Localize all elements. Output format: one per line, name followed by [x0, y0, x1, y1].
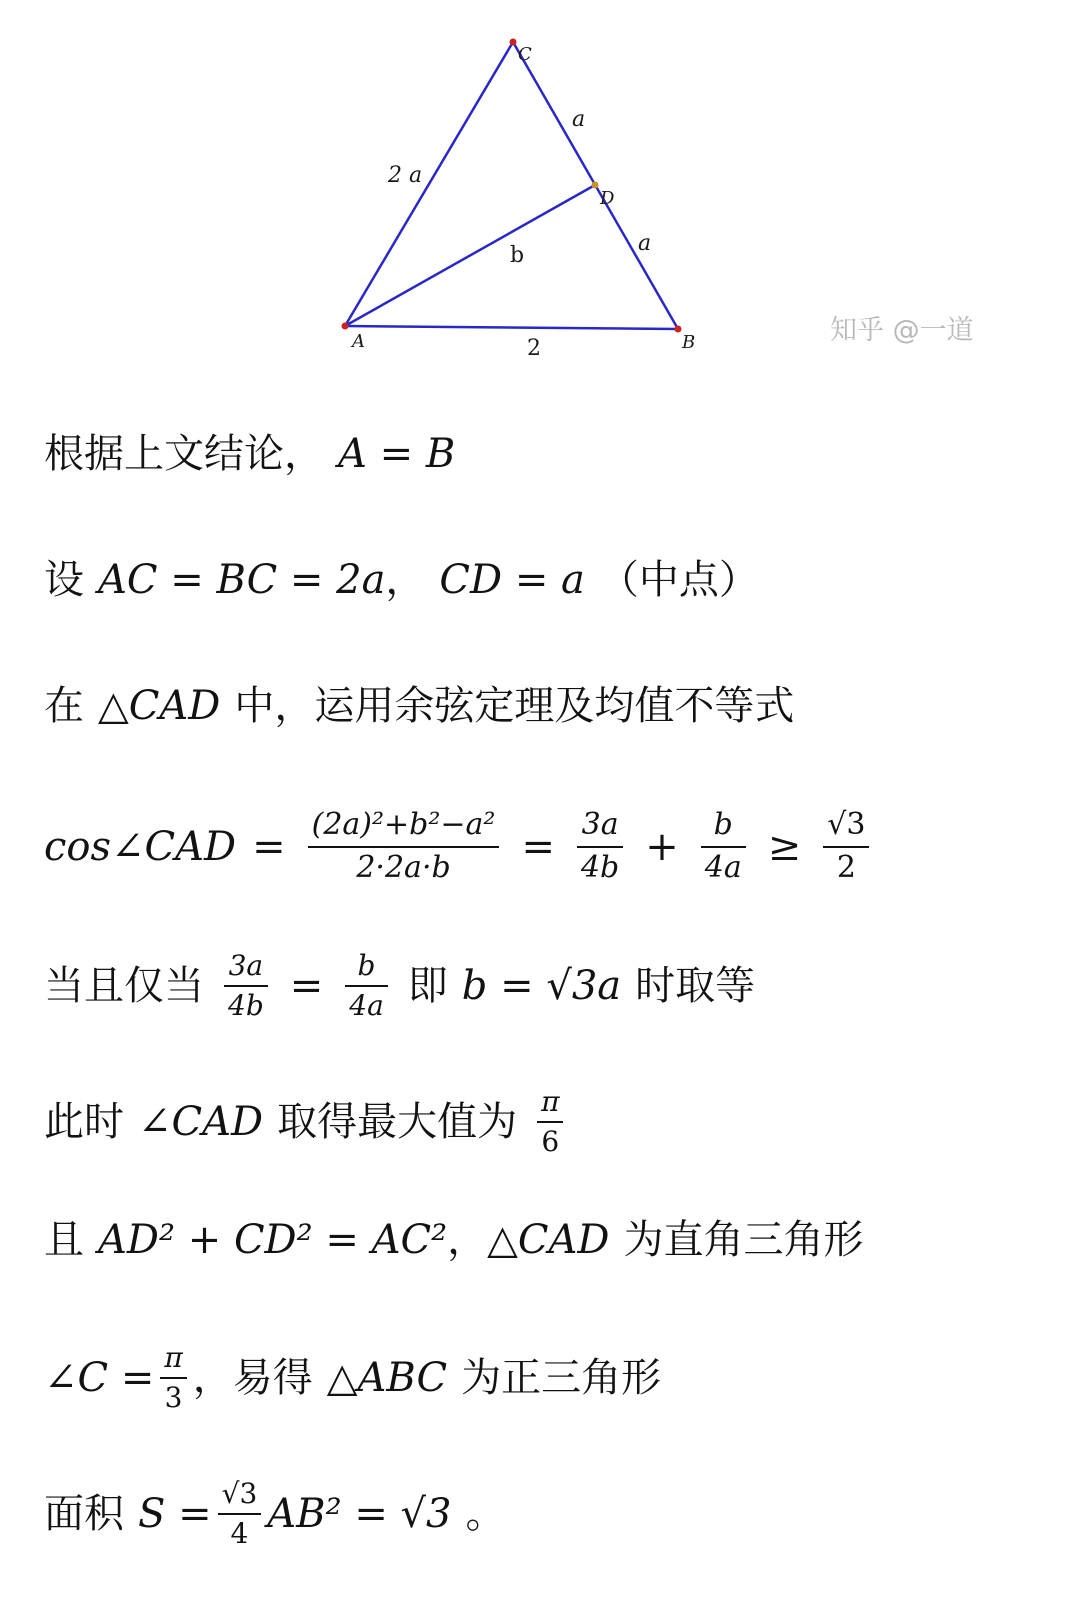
angle-c-equals: ∠C =: [44, 1355, 155, 1402]
numerator: b: [357, 949, 376, 982]
triangle-cad: △CAD: [487, 1217, 610, 1263]
denominator: 4b: [580, 849, 620, 885]
line-max-angle: [44, 1086, 569, 1158]
denominator: 4a: [704, 849, 742, 885]
text: 在: [44, 683, 84, 729]
fraction-sqrt3-2: [823, 808, 869, 885]
side-label-ab: 2: [527, 336, 541, 361]
fraction-pi-6: [537, 1086, 563, 1158]
text: 面积: [44, 1491, 124, 1538]
denominator: 2·2a·b: [356, 849, 451, 885]
denominator: 2: [836, 849, 856, 885]
equation-ac-bc: AC = BC = 2a: [98, 557, 386, 603]
numerator: b: [713, 807, 733, 842]
segment-ad: [345, 185, 595, 326]
side-label-db: a: [638, 231, 652, 256]
point-c: [510, 39, 517, 46]
side-ab: [345, 326, 678, 329]
side-ac: [345, 42, 513, 326]
denominator: 6: [541, 1125, 560, 1159]
line-equilateral: [44, 1342, 661, 1414]
denominator: 4a: [349, 989, 384, 1023]
line-equality-condition: 当且仅当 $\frac{3a}{4b}$ = $\frac{b}{4a}$ 即 b = √3a 时取等: [44, 949, 756, 1023]
side-label-cd: a: [572, 107, 586, 132]
vertex-label-b: B: [682, 332, 696, 353]
numerator: π: [541, 1085, 560, 1118]
fraction-cosine-law: [308, 808, 500, 885]
text: 中，运用余弦定理及均值不等式: [234, 683, 795, 729]
denominator: 4b: [228, 989, 264, 1023]
segment-label-ad: b: [510, 243, 525, 268]
numerator: π: [164, 1341, 183, 1374]
numerator: 3a: [581, 807, 619, 842]
comma: ，: [447, 1217, 488, 1263]
equation-area-result: AB² = √3: [267, 1491, 452, 1538]
fraction-3a-4b: [224, 950, 268, 1022]
text: 设: [44, 557, 84, 603]
numerator: √3: [827, 807, 866, 842]
vertex-label-c: C: [518, 44, 532, 65]
line-right-triangle: [44, 1217, 864, 1263]
text: 且: [44, 1217, 84, 1263]
text: ，易得: [192, 1355, 313, 1402]
fraction-b-4a: [701, 808, 746, 885]
note-midpoint: （中点）: [598, 557, 759, 603]
numerator: (2a)²+b²−a²: [311, 807, 496, 842]
point-d: [592, 182, 599, 189]
vertex-label-d: D: [600, 188, 615, 209]
line-conclusion: [44, 431, 456, 477]
side-label-ac: 2 a: [388, 163, 423, 188]
numerator: √3: [221, 1477, 258, 1510]
text: 当且仅当: [44, 963, 204, 1010]
line-cosine-formula: cos∠CAD = $\frac{\text{(2a)²+b²−a²}}{2\cdot 2a\cdot b}$ = $\frac{3a}{4b}$ + $\frac{b}{4a}$ ≥ $\frac{√3}{2}$: [44, 808, 875, 885]
cos-angle-cad: cos∠CAD: [44, 823, 237, 870]
fraction-3a-4b: [577, 808, 623, 885]
vertex-label-a: A: [352, 331, 365, 352]
triangle-abc: △ABC: [326, 1355, 448, 1402]
text: 即: [407, 963, 448, 1010]
denominator: 4: [230, 1517, 249, 1551]
text: 为直角三角形: [623, 1217, 864, 1263]
equation-a-equals-b: A = B: [338, 431, 456, 477]
line-area: [44, 1478, 506, 1550]
text: 为正三角形: [461, 1355, 662, 1402]
line-set-lengths: [44, 557, 759, 603]
equation-cd: CD = a: [439, 557, 585, 603]
line-in-triangle: [44, 683, 795, 729]
equation-b-sqrt3a: b = √3a: [461, 963, 622, 1010]
fraction-sqrt3-4: [218, 1478, 262, 1550]
fraction-pi-3: [160, 1342, 186, 1414]
period: 。: [465, 1491, 506, 1538]
angle-cad: ∠CAD: [138, 1099, 264, 1146]
denominator: 3: [164, 1381, 183, 1415]
zhihu-watermark: 知乎 @一道: [830, 315, 974, 346]
point-a: [342, 323, 349, 330]
triangle-cad: △CAD: [98, 683, 221, 729]
comma: ，: [385, 557, 426, 603]
text: 时取等: [635, 963, 756, 1010]
equation-pythagoras: AD² + CD² = AC²: [98, 1217, 448, 1263]
area-s-equals: S =: [138, 1491, 212, 1538]
numerator: 3a: [228, 949, 264, 982]
fraction-b-4a: [345, 950, 388, 1022]
text: 取得最大值为: [277, 1099, 518, 1146]
point-b: [675, 326, 682, 333]
text: 根据上文结论，: [44, 431, 324, 477]
text: 此时: [44, 1099, 124, 1146]
